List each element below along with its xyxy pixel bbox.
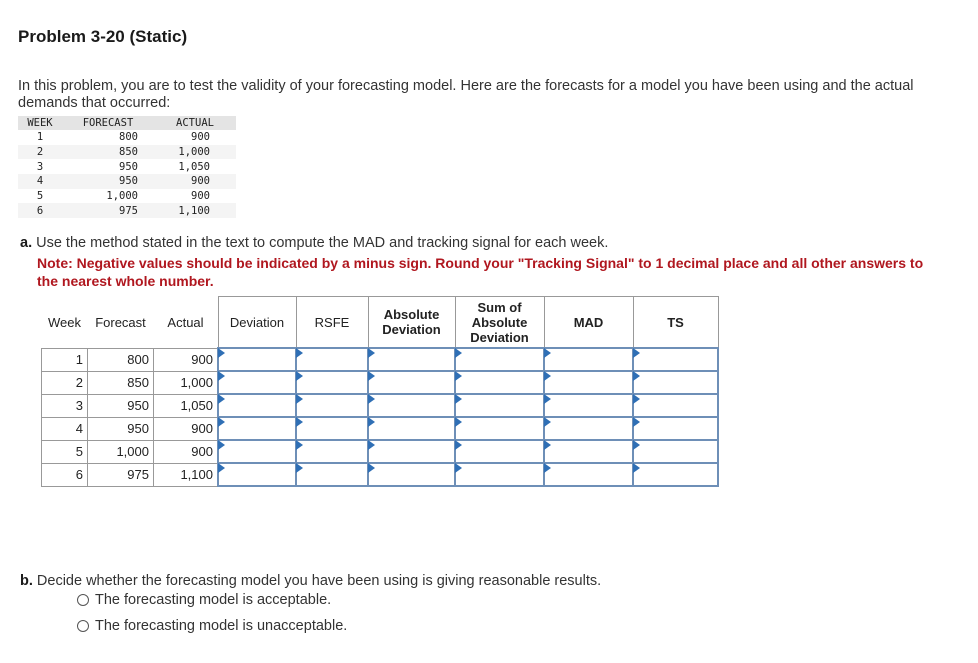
rsfe-input[interactable] xyxy=(296,394,368,417)
header-sum-absolute-deviation: Sum of Absolute Deviation xyxy=(455,297,544,349)
input-marker-icon xyxy=(296,463,303,473)
given-week-cell: 1 xyxy=(36,131,44,144)
input-marker-icon xyxy=(218,394,225,404)
given-actual-cell: 900 xyxy=(191,131,210,144)
input-marker-icon xyxy=(544,348,551,358)
option-acceptable-label: The forecasting model is acceptable. xyxy=(95,592,332,608)
week-cell: 4 xyxy=(42,417,88,440)
input-marker-icon xyxy=(455,417,462,427)
given-week-cell: 5 xyxy=(36,190,44,203)
ts-input[interactable] xyxy=(633,463,718,486)
part-a-text: Use the method stated in the text to compute the MAD and tracking signal for each week. xyxy=(32,235,609,251)
given-table-row xyxy=(18,189,236,204)
input-marker-icon xyxy=(218,371,225,381)
deviation-input[interactable] xyxy=(218,440,296,463)
input-marker-icon xyxy=(544,417,551,427)
mad-input[interactable] xyxy=(544,440,633,463)
forecast-cell: 950 xyxy=(88,394,154,417)
forecast-cell: 800 xyxy=(88,348,154,371)
option-acceptable[interactable] xyxy=(77,592,331,608)
absolute-deviation-input[interactable] xyxy=(368,371,455,394)
sum-absolute-deviation-input[interactable] xyxy=(455,348,544,371)
forecast-cell: 975 xyxy=(88,463,154,486)
week-cell: 2 xyxy=(42,371,88,394)
header-week: Week xyxy=(48,314,81,330)
given-forecast-cell: 975 xyxy=(62,203,154,218)
part-a-note: Note: Negative values should be indicated by a minus sign. Round your "Tracking Signal" to 1 decimal place and all other answers to the nearest whole number. xyxy=(37,255,924,289)
ts-input[interactable] xyxy=(633,394,718,417)
input-marker-icon xyxy=(368,440,375,450)
header-rsfe: RSFE xyxy=(296,297,368,349)
answer-table-header xyxy=(42,297,719,349)
rsfe-input[interactable] xyxy=(296,463,368,486)
header-actual: Actual xyxy=(167,314,204,330)
week-cell: 6 xyxy=(42,463,88,486)
input-marker-icon xyxy=(368,394,375,404)
sum-absolute-deviation-input[interactable] xyxy=(455,371,544,394)
given-forecast-cell: 950 xyxy=(62,174,154,189)
actual-cell: 1,050 xyxy=(154,394,219,417)
header-forecast: Forecast xyxy=(95,314,146,330)
given-data-table xyxy=(18,116,236,218)
radio-button-icon[interactable] xyxy=(77,620,89,632)
absolute-deviation-input[interactable] xyxy=(368,463,455,486)
input-marker-icon xyxy=(544,371,551,381)
part-b-text: Decide whether the forecasting model you have been using is giving reasonable results. xyxy=(32,573,602,589)
mad-input[interactable] xyxy=(544,417,633,440)
option-unacceptable-label: The forecasting model is unacceptable. xyxy=(95,618,348,634)
given-table-row xyxy=(18,130,236,145)
given-actual-cell: 1,050 xyxy=(178,160,210,173)
problem-intro: In this problem, you are to test the validity of your forecasting model. Here are the forecasts for a model you have been using and the actual demands that occurred: xyxy=(18,78,914,111)
input-marker-icon xyxy=(296,440,303,450)
rsfe-input[interactable] xyxy=(296,417,368,440)
ts-input[interactable] xyxy=(633,417,718,440)
input-marker-icon xyxy=(296,348,303,358)
input-marker-icon xyxy=(544,440,551,450)
input-marker-icon xyxy=(544,394,551,404)
given-week-cell: 4 xyxy=(18,174,62,189)
input-marker-icon xyxy=(218,348,225,358)
deviation-input[interactable] xyxy=(218,463,296,486)
ts-input[interactable] xyxy=(633,348,718,371)
header-mad: MAD xyxy=(544,297,633,349)
answer-table-row xyxy=(42,371,719,394)
given-week-cell: 6 xyxy=(18,203,62,218)
given-table-row xyxy=(18,159,236,174)
input-marker-icon xyxy=(633,371,640,381)
input-marker-icon xyxy=(633,417,640,427)
absolute-deviation-input[interactable] xyxy=(368,440,455,463)
actual-cell: 900 xyxy=(154,348,219,371)
deviation-input[interactable] xyxy=(218,371,296,394)
given-actual-cell: 900 xyxy=(154,174,236,189)
sum-absolute-deviation-input[interactable] xyxy=(455,440,544,463)
header-absolute-deviation: Absolute Deviation xyxy=(368,297,455,349)
answer-table-row xyxy=(42,463,719,486)
input-marker-icon xyxy=(368,348,375,358)
absolute-deviation-input[interactable] xyxy=(368,394,455,417)
input-marker-icon xyxy=(455,371,462,381)
input-marker-icon xyxy=(296,371,303,381)
mad-input[interactable] xyxy=(544,463,633,486)
given-table-row xyxy=(18,203,236,218)
input-marker-icon xyxy=(368,463,375,473)
input-marker-icon xyxy=(455,463,462,473)
input-marker-icon xyxy=(368,417,375,427)
input-marker-icon xyxy=(544,463,551,473)
given-table-header xyxy=(18,116,236,130)
input-marker-icon xyxy=(368,371,375,381)
sum-absolute-deviation-input[interactable] xyxy=(455,417,544,440)
part-a-question xyxy=(20,235,608,251)
forecast-cell: 850 xyxy=(88,371,154,394)
absolute-deviation-input[interactable] xyxy=(368,417,455,440)
input-marker-icon xyxy=(218,417,225,427)
actual-cell: 1,000 xyxy=(154,371,219,394)
actual-cell: 900 xyxy=(154,440,219,463)
input-marker-icon xyxy=(296,394,303,404)
mad-input[interactable] xyxy=(544,371,633,394)
given-table-row xyxy=(18,145,236,160)
given-forecast-cell: 950 xyxy=(119,160,138,173)
mad-input[interactable] xyxy=(544,394,633,417)
rsfe-input[interactable] xyxy=(296,440,368,463)
ts-input[interactable] xyxy=(633,440,718,463)
absolute-deviation-input[interactable] xyxy=(368,348,455,371)
given-header-actual: ACTUAL xyxy=(154,116,236,130)
input-marker-icon xyxy=(633,440,640,450)
given-actual-cell: 1,100 xyxy=(154,203,236,218)
given-table-row xyxy=(18,174,236,189)
answer-table-row xyxy=(42,417,719,440)
week-cell: 1 xyxy=(42,348,88,371)
part-a-letter: a. xyxy=(20,235,33,251)
option-unacceptable[interactable] xyxy=(77,618,347,634)
deviation-input[interactable] xyxy=(218,417,296,440)
input-marker-icon xyxy=(633,394,640,404)
input-marker-icon xyxy=(455,394,462,404)
input-marker-icon xyxy=(455,348,462,358)
given-actual-cell: 1,000 xyxy=(154,145,236,160)
sum-absolute-deviation-input[interactable] xyxy=(455,394,544,417)
ts-input[interactable] xyxy=(633,371,718,394)
header-ts: TS xyxy=(633,297,718,349)
given-week-cell: 3 xyxy=(36,160,44,173)
forecast-cell: 1,000 xyxy=(88,440,154,463)
given-header-forecast: FORECAST xyxy=(62,116,154,130)
sum-absolute-deviation-input[interactable] xyxy=(455,463,544,486)
actual-cell: 900 xyxy=(154,417,219,440)
given-header-week: WEEK xyxy=(18,116,62,130)
header-deviation: Deviation xyxy=(218,297,296,349)
input-marker-icon xyxy=(218,440,225,450)
input-marker-icon xyxy=(633,463,640,473)
week-cell: 3 xyxy=(42,394,88,417)
given-forecast-cell: 1,000 xyxy=(106,190,138,203)
given-forecast-cell: 800 xyxy=(119,131,138,144)
input-marker-icon xyxy=(218,463,225,473)
given-week-cell: 2 xyxy=(18,145,62,160)
forecast-cell: 950 xyxy=(88,417,154,440)
answer-table-row xyxy=(42,348,719,371)
input-marker-icon xyxy=(633,348,640,358)
part-b-letter: b. xyxy=(20,573,33,589)
radio-button-icon[interactable] xyxy=(77,594,89,606)
part-b-question xyxy=(20,573,601,589)
given-actual-cell: 900 xyxy=(191,190,210,203)
deviation-input[interactable] xyxy=(218,394,296,417)
answer-table xyxy=(41,296,719,487)
input-marker-icon xyxy=(455,440,462,450)
given-forecast-cell: 850 xyxy=(62,145,154,160)
actual-cell: 1,100 xyxy=(154,463,219,486)
input-marker-icon xyxy=(296,417,303,427)
rsfe-input[interactable] xyxy=(296,348,368,371)
deviation-input[interactable] xyxy=(218,348,296,371)
problem-title: Problem 3-20 (Static) xyxy=(18,27,188,46)
rsfe-input[interactable] xyxy=(296,371,368,394)
answer-table-row xyxy=(42,394,719,417)
week-cell: 5 xyxy=(42,440,88,463)
mad-input[interactable] xyxy=(544,348,633,371)
answer-table-row xyxy=(42,440,719,463)
